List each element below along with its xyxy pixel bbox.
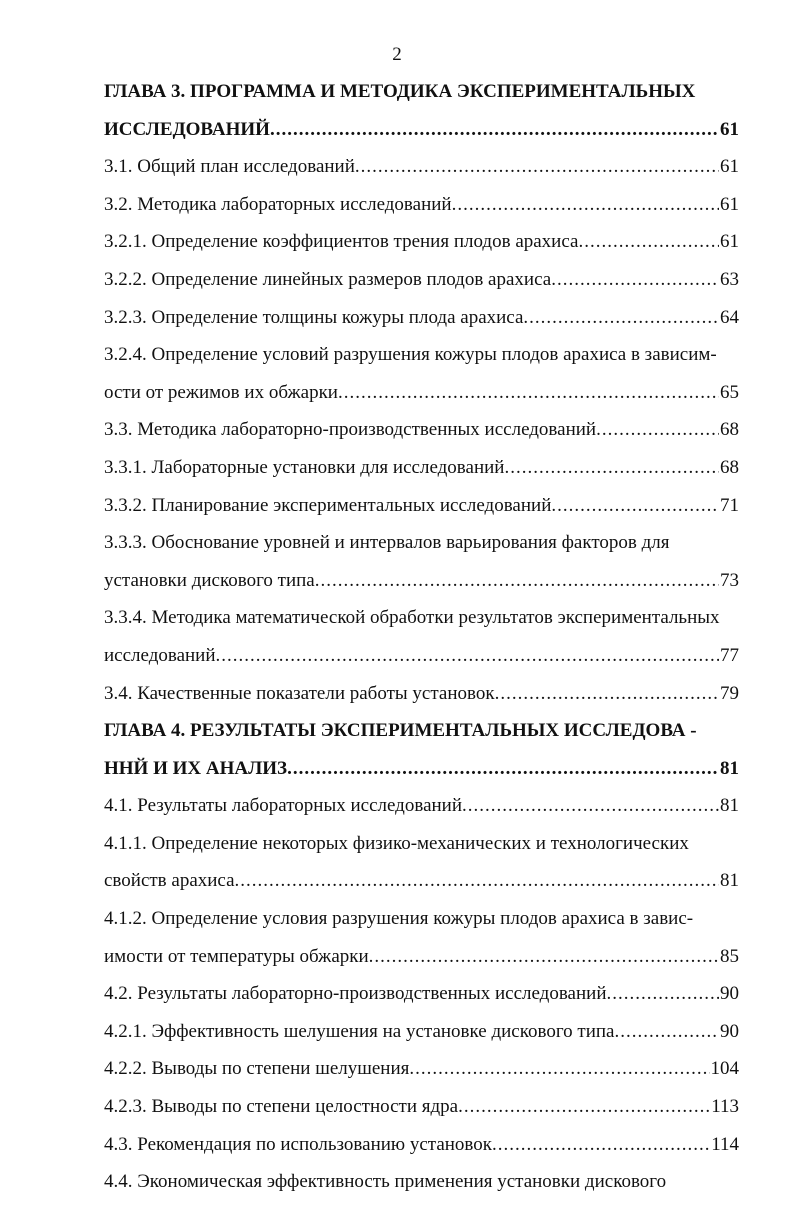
toc-chapter-entry: [104, 73, 739, 148]
toc-section-entry: [104, 411, 739, 449]
toc-section-entry: [104, 186, 739, 224]
dot-leader: [452, 186, 719, 224]
toc-section-entry: [104, 599, 739, 674]
toc-entry-title: 3.2.2. Определение линейных размеров плодов арахиса: [104, 268, 552, 290]
toc-entry-line: [104, 1126, 739, 1164]
toc-page-number: 68: [720, 419, 739, 441]
dot-leader: [287, 750, 719, 788]
toc-entry-line: [104, 186, 739, 224]
toc-chapter-entry: [104, 712, 739, 787]
toc-entry-title: 4.3. Рекомендация по использованию установок: [104, 1133, 493, 1155]
toc-entry-line: [104, 1088, 739, 1126]
toc-section-entry: [104, 1050, 739, 1088]
toc-section-entry: [104, 487, 739, 525]
dot-leader: [615, 1013, 720, 1051]
dot-leader: [492, 1126, 710, 1164]
toc-entry-line: [104, 637, 739, 675]
toc-entry-title: 4.2.2. Выводы по степени шелушения: [104, 1058, 410, 1080]
toc-section-entry: [104, 675, 739, 713]
toc-section-entry: [104, 223, 739, 261]
toc-entry-line: [104, 825, 739, 863]
toc-section-entry: [104, 148, 739, 186]
toc-page-number: 64: [720, 306, 739, 328]
toc-entry-title: 3.4. Качественные показатели работы установок: [104, 682, 495, 704]
dot-leader: [462, 787, 719, 825]
toc-entry-title: установки дискового типа: [104, 569, 315, 591]
toc-page-number: 65: [720, 381, 739, 403]
toc-entry-line: [104, 148, 739, 186]
toc-entry-line: [104, 73, 739, 111]
toc-entry-title: 3.2.3. Определение толщины кожуры плода арахиса: [104, 306, 524, 328]
toc-entry-title: 3.2. Методика лабораторных исследований: [104, 193, 452, 215]
toc-entry-line: [104, 374, 739, 412]
toc-section-entry: [104, 336, 739, 411]
toc-entry-line: [104, 599, 739, 637]
toc-section-entry: [104, 787, 739, 825]
toc-entry-line: [104, 1050, 739, 1088]
toc-entry-title: ИССЛЕДОВАНИЙ: [104, 118, 270, 140]
toc-entry-title: ННЙ И ИХ АНАЛИЗ: [104, 757, 288, 779]
toc-entry-line: [104, 111, 739, 149]
toc-section-entry: [104, 524, 739, 599]
dot-leader: [315, 562, 719, 600]
toc-entry-title: ГЛАВА 4. РЕЗУЛЬТАТЫ ЭКСПЕРИМЕНТАЛЬНЫХ ИССЛЕДОВА -: [104, 720, 697, 742]
toc-section-entry: [104, 1126, 739, 1164]
toc-entry-title: имости от температуры обжарки: [104, 945, 369, 967]
toc-entry-title: ости от режимов их обжарки: [104, 381, 338, 403]
toc-entry-line: [104, 261, 739, 299]
toc-page-number: 81: [720, 870, 739, 892]
toc-entry-title: 3.2.1. Определение коэффициентов трения плодов арахиса: [104, 231, 579, 253]
toc-page-number: 79: [720, 682, 739, 704]
toc-entry-line: [104, 487, 739, 525]
toc-entry-title: 3.3.1. Лабораторные установки для исследований: [104, 456, 505, 478]
toc-section-entry: [104, 975, 739, 1013]
toc-entry-line: [104, 975, 739, 1013]
table-of-contents: [104, 73, 739, 1201]
dot-leader: [235, 862, 719, 900]
toc-entry-line: [104, 862, 739, 900]
toc-section-entry: [104, 261, 739, 299]
toc-entry-title: 3.3.3. Обоснование уровней и интервалов варьирования факторов для: [104, 532, 670, 554]
dot-leader: [578, 223, 719, 261]
dot-leader: [338, 374, 719, 412]
toc-entry-title: свойств арахиса: [104, 870, 235, 892]
toc-entry-line: [104, 900, 739, 938]
dot-leader: [409, 1050, 709, 1088]
toc-entry-title: исследований: [104, 644, 216, 666]
toc-entry-title: 4.1.1. Определение некоторых физико-механических и технологических: [104, 832, 689, 854]
toc-entry-line: [104, 449, 739, 487]
dot-leader: [596, 411, 719, 449]
dot-leader: [458, 1088, 710, 1126]
toc-entry-title: 3.2.4. Определение условий разрушения кожуры плодов арахиса в зависим-: [104, 344, 717, 366]
toc-entry-line: [104, 938, 739, 976]
dot-leader: [369, 938, 719, 976]
dot-leader: [495, 675, 719, 713]
toc-page-number: 114: [711, 1133, 739, 1155]
dot-leader: [551, 261, 719, 299]
toc-entry-title: ГЛАВА 3. ПРОГРАММА И МЕТОДИКА ЭКСПЕРИМЕНТАЛЬНЫХ: [104, 81, 696, 102]
toc-section-entry: [104, 900, 739, 975]
toc-page-number: 104: [710, 1058, 739, 1080]
toc-entry-line: [104, 1163, 739, 1201]
toc-page-number: 113: [711, 1096, 739, 1118]
toc-page-number: 71: [720, 494, 739, 516]
toc-entry-line: [104, 524, 739, 562]
toc-entry-title: 3.3. Методика лабораторно-производственных исследований: [104, 419, 597, 441]
toc-page-number: 61: [720, 156, 739, 178]
dot-leader: [270, 111, 719, 149]
toc-entry-title: 3.3.2. Планирование экспериментальных исследований: [104, 494, 552, 516]
toc-page-number: 63: [720, 268, 739, 290]
toc-page-number: 90: [720, 1020, 739, 1042]
dot-leader: [523, 299, 719, 337]
toc-page-number: 61: [720, 118, 739, 140]
toc-entry-line: [104, 787, 739, 825]
toc-entry-title: 4.2.1. Эффективность шелушения на установке дискового типа: [104, 1020, 615, 1042]
toc-section-entry: [104, 449, 739, 487]
toc-page-number: 81: [720, 757, 739, 779]
toc-entry-line: [104, 411, 739, 449]
toc-entry-title: 4.1. Результаты лабораторных исследований: [104, 795, 463, 817]
dot-leader: [607, 975, 720, 1013]
toc-entry-line: [104, 712, 739, 750]
toc-page-number: 81: [720, 795, 739, 817]
dot-leader: [504, 449, 719, 487]
toc-page-number: 61: [720, 231, 739, 253]
toc-entry-title: 3.3.4. Методика математической обработки результатов экспериментальных: [104, 607, 720, 629]
toc-page-number: 90: [720, 983, 739, 1005]
toc-entry-title: 4.4. Экономическая эффективность применения установки дискового: [104, 1171, 667, 1193]
toc-entry-title: 4.1.2. Определение условия разрушения кожуры плодов арахиса в завис-: [104, 908, 694, 930]
toc-section-entry: [104, 1163, 739, 1201]
toc-page-number: 68: [720, 456, 739, 478]
toc-page-number: 77: [720, 644, 739, 666]
toc-entry-title: 4.2.3. Выводы по степени целостности ядра: [104, 1096, 459, 1118]
toc-entry-line: [104, 562, 739, 600]
toc-entry-line: [104, 299, 739, 337]
toc-entry-line: [104, 1013, 739, 1051]
toc-entry-line: [104, 336, 739, 374]
toc-section-entry: [104, 1013, 739, 1051]
toc-entry-line: [104, 223, 739, 261]
toc-entry-line: [104, 750, 739, 788]
dot-leader: [355, 148, 719, 186]
toc-section-entry: [104, 1088, 739, 1126]
toc-section-entry: [104, 299, 739, 337]
dot-leader: [216, 637, 719, 675]
toc-page-number: 73: [720, 569, 739, 591]
toc-page-number: 61: [720, 193, 739, 215]
toc-entry-title: 4.2. Результаты лабораторно-производственных исследований: [104, 983, 607, 1005]
toc-entry-line: [104, 675, 739, 713]
dot-leader: [551, 487, 719, 525]
page-number: 2: [392, 44, 402, 65]
toc-page-number: 85: [720, 945, 739, 967]
toc-entry-title: 3.1. Общий план исследований: [104, 156, 355, 178]
toc-section-entry: [104, 825, 739, 900]
